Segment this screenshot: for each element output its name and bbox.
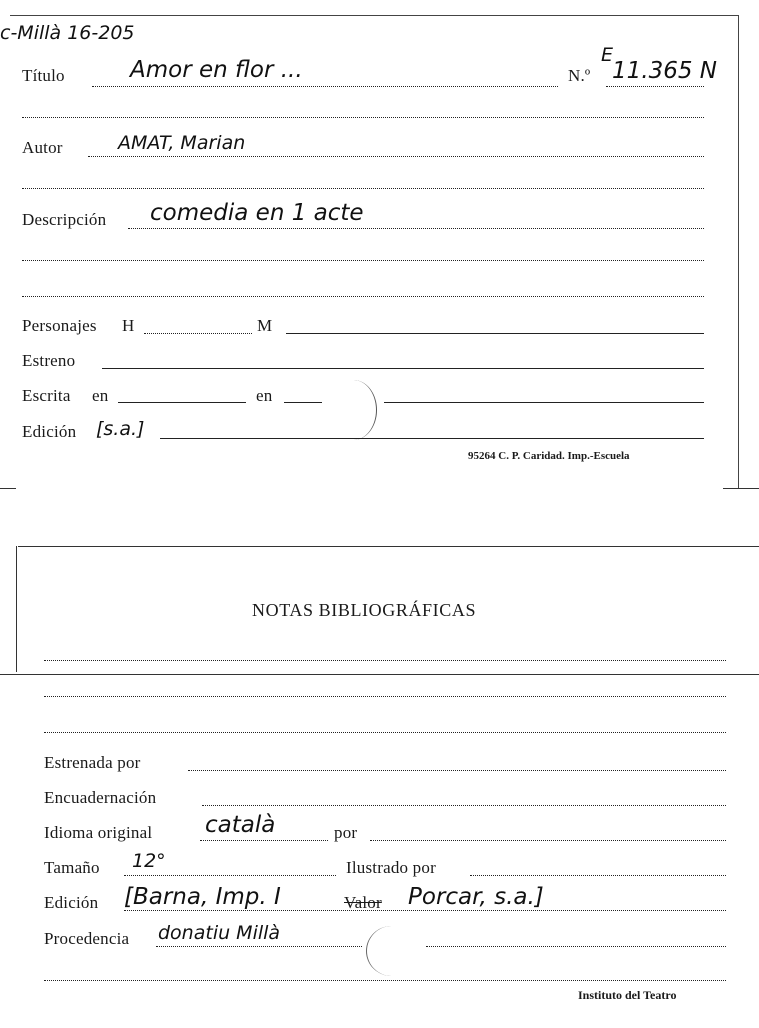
- card-edge: [0, 488, 16, 489]
- descripcion-line: [128, 228, 704, 229]
- personajes-label: Personajes: [22, 316, 97, 335]
- idioma-por-label: por: [334, 823, 358, 842]
- idioma-line: [200, 840, 328, 841]
- procedencia-line: [156, 946, 362, 947]
- titulo-value: Amor en flor ...: [130, 57, 303, 83]
- estreno-line: [102, 368, 704, 369]
- escrita-label: Escrita: [22, 386, 71, 405]
- punch-hole: [366, 926, 417, 976]
- autor-value: AMAT, Marian: [118, 132, 246, 154]
- numero-label: N.º: [568, 66, 591, 85]
- escrita-line-3: [384, 402, 704, 403]
- ilustrado-line: [470, 875, 726, 876]
- edicion-value: [s.a.]: [96, 418, 145, 440]
- card-cut-line: [0, 674, 759, 675]
- card-edge: [723, 488, 759, 489]
- descripcion-label: Descripción: [22, 210, 107, 229]
- encuadernacion-line: [202, 805, 726, 806]
- procedencia-label: Procedencia: [44, 929, 130, 948]
- blank-line: [44, 660, 726, 661]
- escrita-line-2: [284, 402, 322, 403]
- printer-imprint: 95264 C. P. Caridad. Imp.-Escuela: [468, 450, 630, 462]
- titulo-line: [92, 86, 558, 87]
- procedencia-line-2: [426, 946, 726, 947]
- tamano-line: [124, 875, 336, 876]
- estrenada-line: [188, 770, 726, 771]
- blank-line: [44, 696, 726, 697]
- edicion2-value-1: [Barna, Imp. I: [124, 884, 281, 910]
- blank-line: [22, 296, 704, 297]
- estreno-label: Estreno: [22, 351, 76, 370]
- edicion2-value-2: Porcar, s.a.]: [408, 884, 544, 910]
- institution-imprint: Instituto del Teatro: [578, 988, 677, 1002]
- idioma-value: català: [205, 812, 276, 838]
- personajes-m-label: M: [257, 316, 273, 335]
- blank-line: [22, 117, 704, 118]
- descripcion-value: comedia en 1 acte: [150, 200, 364, 226]
- numero-line: [606, 86, 704, 87]
- personajes-h-line: [144, 333, 252, 334]
- numero-value: 11.365 N: [612, 58, 717, 84]
- personajes-h-label: H: [122, 316, 135, 335]
- blank-line: [44, 732, 726, 733]
- numero-superscript: E: [601, 44, 614, 66]
- blank-line: [22, 260, 704, 261]
- edicion-label: Edición: [22, 422, 77, 441]
- escrita-en-label-2: en: [256, 386, 273, 405]
- edicion2-struck-label: Valor: [344, 893, 382, 912]
- idioma-label: Idioma original: [44, 823, 153, 842]
- encuadernacion-label: Encuadernación: [44, 788, 157, 807]
- blank-line: [44, 980, 726, 981]
- tamano-value: 12°: [132, 850, 166, 872]
- autor-label: Autor: [22, 138, 63, 157]
- punch-hole: [330, 380, 377, 440]
- edicion-line: [160, 438, 704, 439]
- personajes-m-line: [286, 333, 704, 334]
- tamano-label: Tamaño: [44, 858, 100, 877]
- edicion2-line: [124, 910, 726, 911]
- notes-heading: NOTAS BIBLIOGRÁFICAS: [252, 600, 477, 620]
- ilustrado-label: Ilustrado por: [346, 858, 436, 877]
- notes-card-border: [18, 546, 759, 547]
- card-reference: c-Millà 16-205: [0, 22, 135, 44]
- notes-card-border: [16, 546, 17, 672]
- titulo-label: Título: [22, 66, 65, 85]
- blank-line: [22, 188, 704, 189]
- estrenada-label: Estrenada por: [44, 753, 141, 772]
- escrita-en-label: en: [92, 386, 109, 405]
- procedencia-value: donatiu Millà: [158, 922, 281, 944]
- escrita-line-1: [118, 402, 246, 403]
- autor-line: [88, 156, 704, 157]
- edicion2-label: Edición: [44, 893, 99, 912]
- idioma-por-line: [370, 840, 726, 841]
